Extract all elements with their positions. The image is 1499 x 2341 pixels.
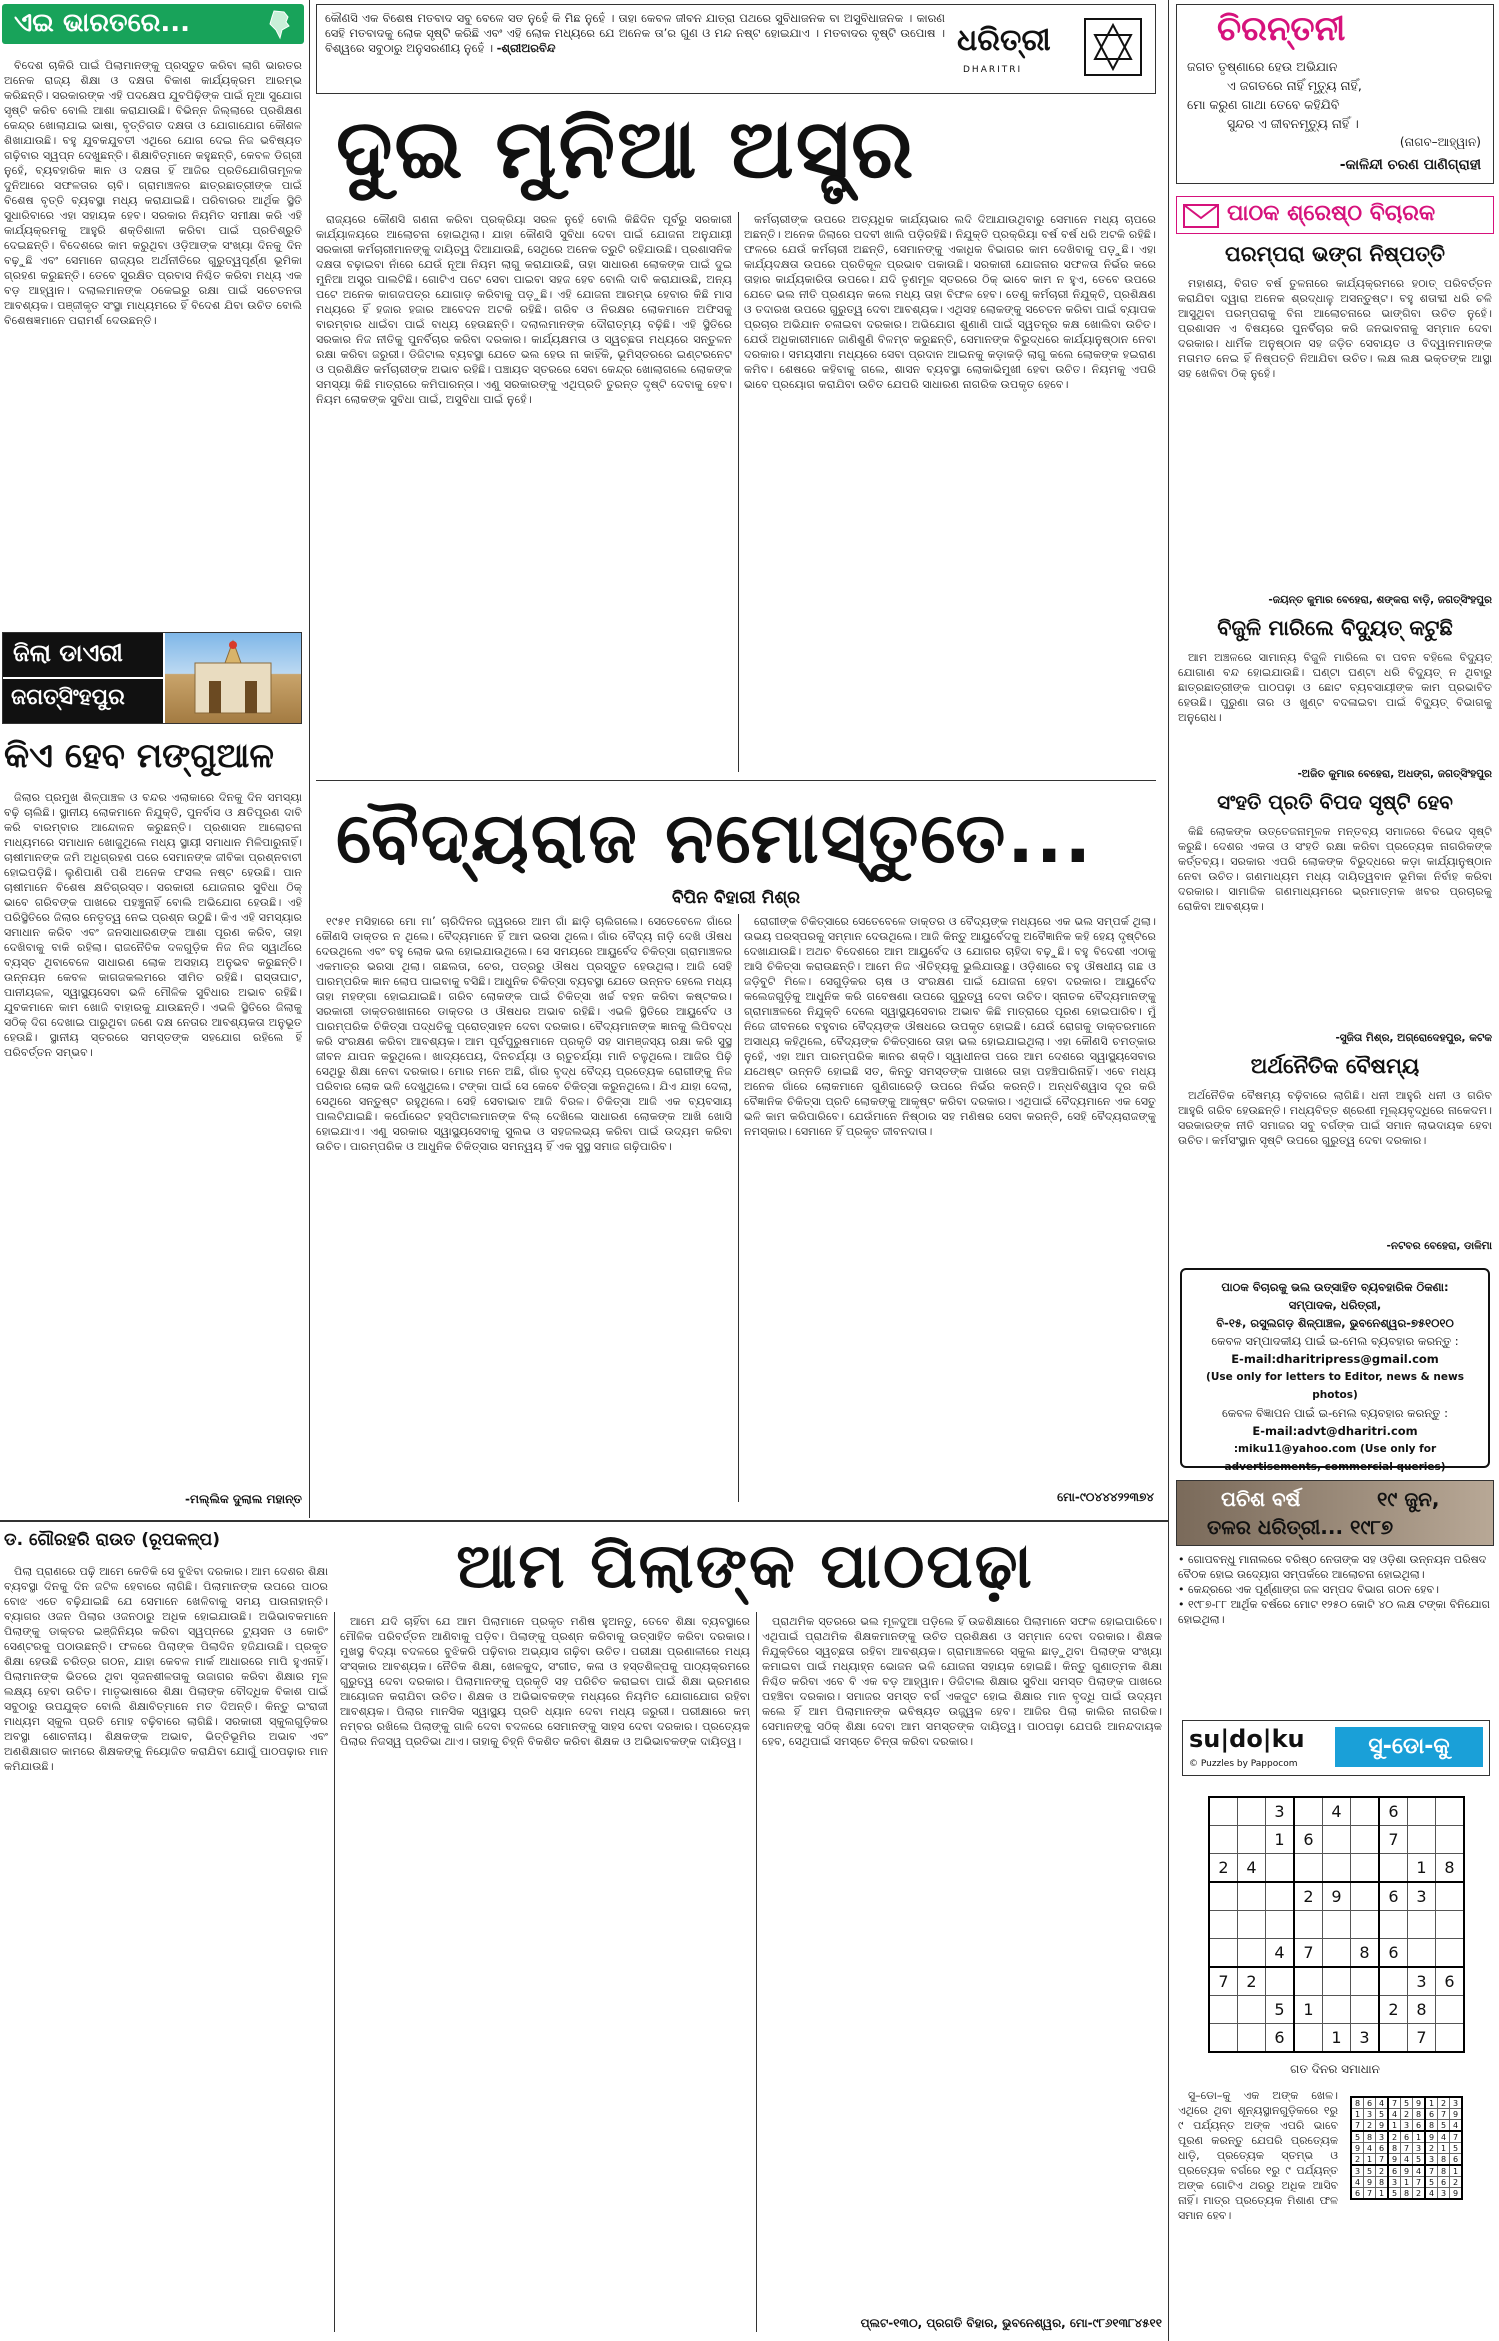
anniversary-items bbox=[1178, 1552, 1492, 1702]
masthead-quote bbox=[325, 11, 945, 87]
sudoku-cell[interactable] bbox=[1379, 1854, 1408, 1883]
editorial2-col1-text: ୧୯୫୧ ମସିହାରେ ମୋ ମା’ ଚାରିଦିନର ଜ୍ୱରରେ ଆମ ଗାଁ ଛାଡ଼ି ଚାଲିଗଲେ। ସେତେବେଳେ ଗାଁରେ କୌଣସି ଡାକ୍ତର ନ ଥିଲେ। ବୈଦ୍ୟମାନେ ହିଁ ଆମ ଭରସା ଥିଲେ। ଗାଁର ବୈଦ୍ୟ ନାଡ଼ି ଦେଖି ଔଷଧ ଦେଉଥିଲେ ଏବଂ ବହୁ ଲୋକ ଭଲ ହୋଇଯାଉଥିଲେ। ସେ ସମୟରେ ଆୟୁର୍ବେଦ ଚିକିତ୍ସା ଗ୍ରାମାଞ୍ଚଳର ଏକମାତ୍ର ଭରସା ଥିଲା। ଗଛଲତା, ଚେର, ପତ୍ରରୁ ଔଷଧ ପ୍ରସ୍ତୁତ ହେଉଥିଲା। ଆଜି ସେହି ପାରମ୍ପରିକ ଜ୍ଞାନ ଲୋପ ପାଇବାକୁ ବସିଛି। ଆଧୁନିକ ଚିକିତ୍ସା ବ୍ୟବସ୍ଥା ଯେତେ ଉନ୍ନତ ହେଲେ ମଧ୍ୟ ତାହା ମହଙ୍ଗା ହୋଇଯାଇଛି। ଗରିବ ଲୋକଙ୍କ ପାଇଁ ଚିକିତ୍ସା ଖର୍ଚ୍ଚ ବହନ କରିବା କଷ୍ଟକର। ସରକାରୀ ଡାକ୍ତରଖାନାରେ ଡାକ୍ତର ଓ ଔଷଧର ଅଭାବ ରହିଛି। ଏଭଳି ସ୍ଥିତିରେ ଆୟୁର୍ବେଦ ଓ ପାରମ୍ପରିକ ଚିକିତ୍ସା ପଦ୍ଧତିକୁ ପ୍ରୋତ୍ସାହନ ଦେବା ଦରକାର। ବୈଦ୍ୟମାନଙ୍କ ଜ୍ଞାନକୁ ଲିପିବଦ୍ଧ କରି ସଂରକ୍ଷଣ କରିବା ଆବଶ୍ୟକ। ଆମ ପୂର୍ବପୁରୁଷମାନେ ପ୍ରକୃତି ସହ ସାମଞ୍ଜସ୍ୟ ରକ୍ଷା କରି ସୁସ୍ଥ ଜୀବନ ଯାପନ କରୁଥିଲେ। ଖାଦ୍ୟପେୟ, ଦିନଚର୍ଯ୍ୟା ଓ ଋତୁଚର୍ଯ୍ୟା ମାନି ଚଳୁଥିଲେ। ଆଜିର ପିଢ଼ି ସେଥିରୁ ଶିକ୍ଷା ନେବା ଦରକାର। ମୋର ମନେ ଅଛି, ଗାଁର ବୃଦ୍ଧ ବୈଦ୍ୟ ପ୍ରତ୍ୟେକ ରୋଗୀଙ୍କୁ ନିଜ ପରିବାର ଲୋକ ଭଳି ଦେଖୁଥିଲେ। ଟଙ୍କା ପାଇଁ ସେ କେବେ ଚିକିତ୍ସା କରୁନଥିଲେ। ଯିଏ ଯାହା ଦେଲା, ସେଥିରେ ସନ୍ତୁଷ୍ଟ ରହୁଥିଲେ। ସେହି ସେବାଭାବ ଆଜି ବିରଳ। ଚିକିତ୍ସା ଆଜି ଏକ ବ୍ୟବସାୟ ପାଲଟିଯାଇଛି। କର୍ପୋରେଟ ହସ୍ପିଟାଲମାନଙ୍କ ବିଲ୍ ଦେଖିଲେ ସାଧାରଣ ଲୋକଙ୍କ ଆଖି ଖୋସି ହୋଇଯାଏ। ଏଣୁ ସରକାର ସ୍ୱାସ୍ଥ୍ୟସେବାକୁ ସୁଲଭ ଓ ସହଜଲଭ୍ୟ କରିବା ପାଇଁ ଉଦ୍ୟମ କରିବା ଉଚିତ। ପାରମ୍ପରିକ ଓ ଆଧୁନିକ ଚିକିତ୍ସାର ସମନ୍ୱୟ ହିଁ ଏକ ସୁସ୍ଥ ସମାଜ ଗଢ଼ିପାରିବ। bbox=[316, 915, 732, 1153]
editorial1-col1 bbox=[316, 212, 732, 772]
sudoku-cell: 6 bbox=[1379, 1882, 1408, 1911]
sudoku-cell: 7 bbox=[1209, 1967, 1238, 1996]
sudoku-cell[interactable] bbox=[1238, 1939, 1266, 1968]
sudoku-solution-cell: 2 bbox=[1413, 2188, 1426, 2200]
sudoku-cell: 2 bbox=[1209, 1854, 1238, 1883]
sudoku-row bbox=[1351, 2120, 1462, 2132]
editorial1-col2-text: କର୍ମଚାରୀଙ୍କ ଉପରେ ଅତ୍ୟଧିକ କାର୍ଯ୍ୟଭାର ଲଦି ଦିଆଯାଉଥିବାରୁ ସେମାନେ ମଧ୍ୟ ଚାପରେ ଅଛନ୍ତି। ଅନେକ ଜିଲାରେ ପଦବୀ ଖାଲି ପଡ଼ିରହିଛି। ନିଯୁକ୍ତି ପ୍ରକ୍ରିୟା ବର୍ଷ ବର୍ଷ ଧରି ଅଟକି ରହିଛି। ଫଳରେ ଯେଉଁ କର୍ମଚାରୀ ଅଛନ୍ତି, ସେମାନଙ୍କୁ ଏକାଧିକ ବିଭାଗର କାମ ଦେଖିବାକୁ ପଡ଼ୁଛି। ଏହା କାର୍ଯ୍ୟଦକ୍ଷତା ଉପରେ ପ୍ରତିକୂଳ ପ୍ରଭାବ ପକାଉଛି। ସରକାରୀ ଯୋଜନାର ସଫଳତା ନିର୍ଭର କରେ ତାହାର କାର୍ଯ୍ୟକାରିତା ଉପରେ। ଯଦି ତୃଣମୂଳ ସ୍ତରରେ ଠିକ୍ ଭାବେ କାମ ନ ହୁଏ, ତେବେ ଉପରେ ଯେତେ ଭଲ ନୀତି ପ୍ରଣୟନ କଲେ ମଧ୍ୟ ତାହା ବିଫଳ ହେବ। ତେଣୁ କର୍ମଚାରୀ ନିଯୁକ୍ତି, ପ୍ରଶିକ୍ଷଣ ଓ ତଦାରଖ ଉପରେ ଗୁରୁତ୍ୱ ଦେବା ଆବଶ୍ୟକ। ଏଥିସହ ଲୋକଙ୍କୁ ସଚେତନ କରିବା ପାଇଁ ବ୍ୟାପକ ପ୍ରଚାର ଅଭିଯାନ ଚଳାଇବା ଦରକାର। ଅଭିଯୋଗ ଶୁଣାଣି ପାଇଁ ସ୍ୱତନ୍ତ୍ର କକ୍ଷ ଖୋଲିବା ଉଚିତ। ଯେଉଁ ଅଧିକାରୀମାନେ ଜାଣିଶୁଣି ବିଳମ୍ବ କରୁଛନ୍ତି, ସେମାନଙ୍କ ବିରୁଦ୍ଧରେ କାର୍ଯ୍ୟାନୁଷ୍ଠାନ ନେବା ଦରକାର। ସମୟସୀମା ମଧ୍ୟରେ ସେବା ପ୍ରଦାନ ଆଇନକୁ କଡ଼ାକଡ଼ି ଲାଗୁ କଲେ ଲୋକଙ୍କ ହଇରାଣ କମିବ। ଶେଷରେ କହିବାକୁ ଗଲେ, ଶାସନ ବ୍ୟବସ୍ଥା ଲୋକାଭିମୁଖୀ ହେବା ଉଚିତ। ନିୟମକୁ ଏପରି ଭାବେ ପ୍ରୟୋଗ କରାଯିବା ଉଚିତ ଯେପରି ସାଧାରଣ ନାଗରିକ ଉପକୃତ ହେବେ। bbox=[744, 213, 1156, 391]
letter3-body-text: କିଛି ଲୋକଙ୍କ ଉତ୍ତେଜନାମୂଳକ ମନ୍ତବ୍ୟ ସମାଜରେ ବିଭେଦ ସୃଷ୍ଟି କରୁଛି। ଦେଶର ଏକତା ଓ ସଂହତି ରକ୍ଷା କରିବା ପ୍ରତ୍ୟେକ ନାଗରିକଙ୍କ କର୍ତ୍ତବ୍ୟ। ସରକାର ଏପରି ଲୋକଙ୍କ ବିରୁଦ୍ଧରେ କଡ଼ା କାର୍ଯ୍ୟାନୁଷ୍ଠାନ ନେବା ଉଚିତ। ଗଣମାଧ୍ୟମ ମଧ୍ୟ ଦାୟିତ୍ୱବାନ ଭୂମିକା ନିର୍ବାହ କରିବା ଦରକାର। ସାମାଜିକ ଗଣମାଧ୍ୟମରେ ଭ୍ରମାତ୍ମକ ଖବର ପ୍ରଚାରକୁ ରୋକିବା ଆବଶ୍ୟକ। bbox=[1178, 825, 1492, 913]
sudoku-solution-cell: 9 bbox=[1425, 2131, 1438, 2143]
sudoku-solution-cell: 5 bbox=[1413, 2154, 1426, 2166]
letter2-body bbox=[1178, 650, 1492, 766]
masthead-quote-author: -ଶ୍ରୀଅରବିନ୍ଦ bbox=[496, 41, 556, 55]
sudoku-cell[interactable] bbox=[1209, 1826, 1238, 1854]
bottom-col1 bbox=[4, 1564, 328, 2334]
sudoku-cell: 4 bbox=[1266, 1939, 1295, 1968]
sudoku-solution-cell: 6 bbox=[1413, 2120, 1426, 2132]
bottom-footer: ପ୍ଲଟ-୧୩୦, ପ୍ରଗତି ବିହାର, ଭୁବନେଶ୍ୱର, ମୋ-୯୮୬୧୩୮୪୫୧୧ bbox=[860, 2316, 1162, 2330]
sudoku-solution-cell: 3 bbox=[1376, 2131, 1389, 2143]
left-banner-title: ଏଇ ଭାରତରେ... bbox=[14, 8, 190, 38]
sudoku-solution-cell: 8 bbox=[1401, 2188, 1413, 2200]
sudoku-cell[interactable] bbox=[1351, 1911, 1380, 1939]
sudoku-row bbox=[1351, 2143, 1462, 2154]
sudoku-solution-cell: 9 bbox=[1413, 2097, 1426, 2109]
sudoku-solution-cell: 6 bbox=[1438, 2177, 1450, 2188]
sudoku-cell[interactable] bbox=[1408, 1797, 1436, 1826]
editorial2-footer: ମୋ-୯୦୪୪୪୨୨୩୭୪ bbox=[1057, 1490, 1154, 1504]
sudoku-solution-cell: 8 bbox=[1425, 2120, 1438, 2132]
sudoku-cell[interactable] bbox=[1323, 1911, 1351, 1939]
sudoku-solution-cell: 3 bbox=[1450, 2097, 1463, 2109]
sudoku-solution-cell: 8 bbox=[1376, 2177, 1389, 2188]
sudoku-cell[interactable] bbox=[1294, 1854, 1323, 1883]
diary-district: ଜଗତ୍‌ସିଂହପୁର bbox=[11, 685, 125, 710]
sudoku-solution-cell: 2 bbox=[1401, 2109, 1413, 2120]
sudoku-cell[interactable] bbox=[1351, 1826, 1380, 1854]
sudoku-cell[interactable] bbox=[1266, 1882, 1295, 1911]
sudoku-solution-cell: 4 bbox=[1364, 2143, 1376, 2154]
sudoku-cell[interactable] bbox=[1294, 1967, 1323, 1996]
sudoku-cell: 7 bbox=[1408, 2024, 1436, 2053]
sudoku-cell[interactable] bbox=[1323, 1854, 1351, 1883]
chirantani-source: (ନାଗବ–ଆହ୍ୱାନ) bbox=[1399, 135, 1481, 149]
sudoku-instructions-text: ସୁ–ଡୋ–କୁ ଏକ ଅଙ୍କ ଖେଳ। ଏଥିରେ ଥିବା ଶୂନ୍ୟସ୍ଥାନଗୁଡ଼ିକରେ ୧ରୁ ୯ ପର୍ଯ୍ୟନ୍ତ ଅଙ୍କ ଏପରି ଭାବେ ପୂରଣ କରନ୍ତୁ ଯେପରି ପ୍ରତ୍ୟେକ ଧାଡ଼ି, ପ୍ରତ୍ୟେକ ସ୍ତମ୍ଭ ଓ ପ୍ରତ୍ୟେକ ବର୍ଗରେ ୧ରୁ ୯ ପର୍ଯ୍ୟନ୍ତ ଅଙ୍କ ଗୋଟିଏ ଥରରୁ ଅଧିକ ଆସିବ ନାହିଁ। ମାତ୍ର ପ୍ରତ୍ୟେକ ମିଶାଣ ଫଳ ସମାନ ହେବ। bbox=[1178, 2089, 1338, 2222]
sudoku-solution-cell: 3 bbox=[1413, 2143, 1426, 2154]
sudoku-solution-cell: 7 bbox=[1401, 2143, 1413, 2154]
anniv-sub: ତଳର ଧରିତ୍ରୀ... ୧୯୮୭ bbox=[1207, 1515, 1394, 1539]
left-top-article-text: ବିଦେଶ ଚାକିରି ପାଇଁ ପିଲାମାନଙ୍କୁ ପ୍ରସ୍ତୁତ କରିବା ଲାଗି ଭାରତର ଅନେକ ରାଜ୍ୟ ଶିକ୍ଷା ଓ ଦକ୍ଷତା ବିକାଶ କାର୍ଯ୍ୟକ୍ରମ ଆରମ୍ଭ କରିଛନ୍ତି। ସରକାରଙ୍କ ଏହି ପଦକ୍ଷେପ ଯୁବପିଢ଼ିଙ୍କ ପାଇଁ ନୂଆ ସୁଯୋଗ ସୃଷ୍ଟି କରିବ ବୋଲି ଆଶା କରାଯାଉଛି। ବିଭିନ୍ନ ଜିଲ୍ଲାରେ ପ୍ରଶିକ୍ଷଣ କେନ୍ଦ୍ର ଖୋଲାଯାଇ ଭାଷା, ବୃତ୍ତିଗତ ଦକ୍ଷତା ଓ ଯୋଗାଯୋଗ କୌଶଳ ଶିଖାଯାଉଛି। ବହୁ ଯୁବକଯୁବତୀ ଏଥିରେ ଯୋଗ ଦେଇ ନିଜ ଭବିଷ୍ୟତ ଗଢ଼ିବାର ସ୍ୱପ୍ନ ଦେଖୁଛନ୍ତି। ଶିକ୍ଷାବିତ୍‌ମାନେ କହୁଛନ୍ତି, କେବଳ ଡିଗ୍ରୀ ନୁହେଁ, ବ୍ୟବହାରିକ ଜ୍ଞାନ ଓ ଦକ୍ଷତା ହିଁ ଆଜିର ପ୍ରତିଯୋଗିତାମୂଳକ ଦୁନିଆରେ ସଫଳତାର ଚାବି। ଗ୍ରାମାଞ୍ଚଳର ଛାତ୍ରଛାତ୍ରୀଙ୍କ ପାଇଁ ବିଶେଷ ବୃତ୍ତି ବ୍ୟବସ୍ଥା ମଧ୍ୟ କରାଯାଇଛି। ପରିବାରର ଆର୍ଥିକ ସ୍ଥିତି ସୁଧାରିବାରେ ଏହା ସହାୟକ ହେବ। ସରକାର ନିୟମିତ ସମୀକ୍ଷା କରି ଏହି କାର୍ଯ୍ୟକ୍ରମକୁ ଆହୁରି ଶକ୍ତିଶାଳୀ କରିବା ପାଇଁ ପ୍ରତିଶ୍ରୁତି ଦେଇଛନ୍ତି। ବିଦେଶରେ କାମ କରୁଥିବା ଓଡ଼ିଆଙ୍କ ସଂଖ୍ୟା ଦିନକୁ ଦିନ ବଢ଼ୁଛି ଏବଂ ସେମାନେ ରାଜ୍ୟର ଅର୍ଥନୀତିରେ ଗୁରୁତ୍ୱପୂର୍ଣ୍ଣ ଭୂମିକା ଗ୍ରହଣ କରୁଛନ୍ତି। ତେବେ ସୁରକ୍ଷିତ ପ୍ରବାସ ନିଶ୍ଚିତ କରିବା ମଧ୍ୟ ଏକ ବଡ଼ ଆହ୍ୱାନ। ଦଲାଲମାନଙ୍କ ଠକେଇରୁ ରକ୍ଷା ପାଇଁ ସଚେତନତା ଆବଶ୍ୟକ। ପଞ୍ଜୀକୃତ ସଂସ୍ଥା ମାଧ୍ୟମରେ ହିଁ ବିଦେଶ ଯିବା ଉଚିତ ବୋଲି ବିଶେଷଜ୍ଞମାନେ ପରାମର୍ଶ ଦେଉଛନ୍ତି। bbox=[4, 59, 302, 327]
sudoku-cell[interactable] bbox=[1351, 1996, 1380, 2024]
sudoku-row bbox=[1351, 2109, 1462, 2120]
sudoku-solution-cell: 5 bbox=[1425, 2177, 1438, 2188]
sudoku-cell[interactable] bbox=[1323, 1939, 1351, 1968]
anniv-date: ୧୯ ଜୁନ, bbox=[1377, 1487, 1440, 1511]
sudoku-brand bbox=[1182, 1720, 1490, 1776]
sudoku-solution-cell: 5 bbox=[1388, 2188, 1401, 2200]
sudoku-solution-cell: 6 bbox=[1450, 2154, 1463, 2166]
sudoku-cell[interactable] bbox=[1238, 1882, 1266, 1911]
chirantani-title: ଚିରନ୍ତନୀ bbox=[1217, 9, 1346, 49]
contact-box bbox=[1180, 1268, 1490, 1473]
editorial2-col2 bbox=[744, 914, 1156, 1490]
sudoku-solution-cell: 4 bbox=[1388, 2109, 1401, 2120]
sudoku-prev-label: ଗତ ଦିନର ସମାଧାନ bbox=[1290, 2062, 1380, 2076]
sudoku-cell[interactable] bbox=[1379, 2024, 1408, 2053]
diary-headline-text: କିଏ ହେବ ମଙ୍ଗୁଆଳ bbox=[4, 736, 274, 776]
sudoku-solution-cell: 8 bbox=[1438, 2165, 1450, 2177]
sudoku-cell: 7 bbox=[1294, 1939, 1323, 1968]
sudoku-cell[interactable] bbox=[1238, 1911, 1266, 1939]
masthead-box bbox=[316, 4, 1156, 94]
sudoku-cell[interactable] bbox=[1379, 1911, 1408, 1939]
sudoku-cell[interactable] bbox=[1436, 1826, 1465, 1854]
sudoku-cell: 9 bbox=[1323, 1882, 1351, 1911]
masthead-quote-text: କୌଣସି ଏକ ବିଶେଷ ମତବାଦ ସବୁ ବେଳେ ସତ ନୁହେଁ କି ମିଛ ନୁହେଁ । ତାହା କେବଳ ଜୀବନ ଯାତ୍ରା ପଥରେ ସୁବିଧାଜନକ ବା ଅସୁବିଧାଜନକ । କାରଣ ସେହି ମତବାଦକୁ ଲୋକ ସୃଷ୍ଟି କରିଛି ଏବଂ ଏହି ଲୋକ ମଧ୍ୟରେ ଯେ ଅନେକ ତା’ର ଗୁଣ ଓ ମନ୍ଦ ନଷ୍ଟ ହୋଇଯାଏ । ମତବାଦର ବୃଷ୍ଟି ଉପୋଷ । ବିଶ୍ୱରେ ସବୁଠାରୁ ଅନୁସରଣୀୟ ନୁହେଁ । bbox=[325, 11, 945, 55]
letter1-body bbox=[1178, 276, 1492, 592]
editorial1-col-divider bbox=[738, 212, 739, 772]
sudoku-solution-cell: 8 bbox=[1388, 2143, 1401, 2154]
sudoku-solution-cell: 1 bbox=[1438, 2143, 1450, 2154]
letter1-sign: -ଜୟନ୍ତ କୁମାର ବେହେରା, ଶଙ୍କରା ବାଡ଼ି, ଜଗତ୍‌ସିଂହପୁର bbox=[1268, 594, 1492, 606]
sudoku-cell: 8 bbox=[1351, 1939, 1380, 1968]
sudoku-solution-cell: 6 bbox=[1376, 2143, 1389, 2154]
letter1-body-text: ମହାଶୟ, ବିଗତ ବର୍ଷ ତୁଳନାରେ କାର୍ଯ୍ୟକ୍ରମରେ ହଠାତ୍ ପରିବର୍ତ୍ତନ କରାଯିବା ଦ୍ୱାରା ଅନେକ ଶ୍ରଦ୍ଧାଳୁ ଅସନ୍ତୁଷ୍ଟ। ବହୁ ଶତାବ୍ଦୀ ଧରି ଚଳି ଆସୁଥିବା ପରମ୍ପରାକୁ ବିନା ଆଲୋଚନାରେ ଭାଙ୍ଗିବା ଉଚିତ ନୁହେଁ। ପ୍ରଶାସନ ଏ ବିଷୟରେ ପୁନର୍ବିଚାର କରି ଜନଭାବନାକୁ ସମ୍ମାନ ଦେବା ଦରକାର। ଧାର୍ମିକ ଅନୁଷ୍ଠାନ ସହ ଜଡ଼ିତ ସେବାୟତ ଓ ବିଦ୍ୱାନମାନଙ୍କ ମତାମତ ନେଇ ହିଁ ନିଷ୍ପତ୍ତି ନିଆଯିବା ଉଚିତ। ଲକ୍ଷ ଲକ୍ଷ ଭକ୍ତଙ୍କ ଆସ୍ଥା ସହ ଖେଳିବା ଠିକ୍ ନୁହେଁ। bbox=[1178, 277, 1492, 380]
sudoku-solution-cell: 5 bbox=[1401, 2097, 1413, 2109]
sudoku-solution-cell: 2 bbox=[1351, 2154, 1364, 2166]
letter2-title: ବିଜୁଳି ମାରିଲେ ବିଦ୍ୟୁତ୍ କଟୁଛି bbox=[1217, 616, 1453, 640]
contact-line: କେବଳ ବିଜ୍ଞାପନ ପାଇଁ ଇ-ମେଲ ବ୍ୟବହାର କରନ୍ତୁ : bbox=[1221, 1406, 1448, 1420]
diary-district-bar bbox=[3, 679, 163, 723]
diary-article-text: ଜିଲାର ପ୍ରମୁଖ ଶିଳ୍ପାଞ୍ଚଳ ଓ ବନ୍ଦର ଏଲାକାରେ ଦିନକୁ ଦିନ ସମସ୍ୟା ବଢ଼ି ଚାଲିଛି। ସ୍ଥାନୀୟ ଲୋକମାନେ ନିଯୁକ୍ତି, ପୁନର୍ବାସ ଓ କ୍ଷତିପୂରଣ ଦାବି କରି ବାରମ୍ବାର ଆନ୍ଦୋଳନ କରୁଛନ୍ତି। ପ୍ରଶାସନ ଆଲୋଚନା ମାଧ୍ୟମରେ ସମାଧାନ ଖୋଜୁଥିଲେ ମଧ୍ୟ ସ୍ଥାୟୀ ସମାଧାନ ମିଳିପାରୁନାହିଁ। ଚାଷୀମାନଙ୍କ ଜମି ଅଧିଗ୍ରହଣ ପରେ ସେମାନଙ୍କ ଜୀବିକା ପ୍ରଶ୍ନବାଚୀ ହୋଇପଡ଼ିଛି। ଲୁଣିପାଣି ପଶି ଅନେକ ଫସଲ ନଷ୍ଟ ହେଉଛି। ପାନ ଚାଷୀମାନେ ବିଶେଷ କ୍ଷତିଗ୍ରସ୍ତ। ସରକାରୀ ଯୋଜନାର ସୁବିଧା ଠିକ୍ ଭାବେ ଗରିବଙ୍କ ପାଖରେ ପହଞ୍ଚୁନାହିଁ ବୋଲି ଅଭିଯୋଗ ହେଉଛି। ଏହି ପରିସ୍ଥିତିରେ ଜିଲାର ନେତୃତ୍ୱ ନେଇ ପ୍ରଶ୍ନ ଉଠୁଛି। କିଏ ଏହି ସମସ୍ୟାର ସମାଧାନ କରିବ ଏବଂ ଜନସାଧାରଣଙ୍କ ଆଶା ପୂରଣ କରିବ, ତାହା ଦେଖିବାକୁ ବାକି ରହିଲା। ରାଜନୈତିକ ଦଳଗୁଡ଼ିକ ନିଜ ନିଜ ସ୍ୱାର୍ଥରେ ବ୍ୟସ୍ତ ଥିବାବେଳେ ସାଧାରଣ ଲୋକ ଅସହାୟ ଅନୁଭବ କରୁଛନ୍ତି। ଉନ୍ନୟନ କେବଳ କାଗଜକଲମରେ ସୀମିତ ରହିଛି। ରାସ୍ତାଘାଟ, ପାନୀୟଜଳ, ସ୍ୱାସ୍ଥ୍ୟସେବା ଭଳି ମୌଳିକ ସୁବିଧାର ଅଭାବ ରହିଛି। ଯୁବକମାନେ କାମ ଖୋଜି ବାହାରକୁ ଯାଉଛନ୍ତି। ଏଭଳି ସ୍ଥିତିରେ ଜିଲାକୁ ସଠିକ୍ ଦିଗ ଦେଖାଇ ପାରୁଥିବା ଜଣେ ଦକ୍ଷ ନେତାର ଆବଶ୍ୟକତା ଅନୁଭୂତ ହେଉଛି। ସ୍ଥାନୀୟ ସ୍ତରରେ ସମସ୍ତଙ୍କ ସହଯୋଗ ରହିଲେ ହିଁ ପରିବର୍ତ୍ତନ ସମ୍ଭବ। bbox=[4, 791, 302, 1059]
sudoku-solution-cell: 7 bbox=[1364, 2188, 1376, 2200]
bottom-author-tag: ଡ. ଗୌରହରି ରାଉତ (ରୂପକଳ୍ପ) bbox=[4, 1530, 220, 1550]
left-top-article bbox=[4, 58, 302, 622]
editorial2-headline: ବୈଦ୍ୟରାଜ ନମୋସ୍ତୁତେ... bbox=[336, 797, 1094, 879]
anniv-item: • ଗୋପବନ୍ଧୁ ମାନାଲରେ ବରିଷ୍ଠ ନେତାଙ୍କ ସହ ଓଡ଼ିଶା ଉନ୍ନୟନ ପରିଷଦ ବୈଠକ ହୋଇ ଉଦ୍ୟୋଗ ସମ୍ପର୍କରେ ଆଲୋଚନା ହୋଇଥିଲା। bbox=[1178, 1553, 1487, 1581]
sudoku-cell: 6 bbox=[1379, 1939, 1408, 1968]
sudoku-cell[interactable] bbox=[1323, 1826, 1351, 1854]
sudoku-cell[interactable] bbox=[1408, 1939, 1436, 1968]
letter4-body-text: ଅର୍ଥନୈତିକ ବୈଷମ୍ୟ ବଢ଼ିବାରେ ଲାଗିଛି। ଧନୀ ଆହୁରି ଧନୀ ଓ ଗରିବ ଆହୁରି ଗରିବ ହେଉଛନ୍ତି। ମଧ୍ୟବିତ୍ତ ଶ୍ରେଣୀ ମୂଲ୍ୟବୃଦ୍ଧିରେ ନାକେଦମ। ସରକାରଙ୍କ ନୀତି ସମାଜର ସବୁ ବର୍ଗଙ୍କ ପାଇଁ ସମାନ ଲାଭଦାୟକ ହେବା ଉଚିତ। କର୍ମସଂସ୍ଥାନ ସୃଷ୍ଟି ଉପରେ ଗୁରୁତ୍ୱ ଦେବା ଦରକାର। bbox=[1178, 1089, 1492, 1147]
sudoku-row bbox=[1351, 2154, 1462, 2166]
sudoku-solution-cell: 2 bbox=[1388, 2131, 1401, 2143]
sudoku-solution-cell: 4 bbox=[1351, 2177, 1364, 2188]
sudoku-cell: 2 bbox=[1294, 1882, 1323, 1911]
sudoku-cell[interactable] bbox=[1408, 1911, 1436, 1939]
sudoku-cell: 2 bbox=[1238, 1967, 1266, 1996]
sudoku-cell: 3 bbox=[1351, 2024, 1380, 2053]
letter4-title: ଅର୍ଥନୈତିକ ବୈଷମ୍ୟ bbox=[1250, 1054, 1420, 1078]
sudoku-cell: 3 bbox=[1408, 1967, 1436, 1996]
contact-line: ବି-୧୫, ରସୁଲଗଡ଼ ଶିଳ୍ପାଞ୍ଚଳ, ଭୁବନେଶ୍ୱର-୭୫୧୦୧୦ bbox=[1216, 1316, 1454, 1330]
sudoku-cell[interactable] bbox=[1209, 1996, 1238, 2024]
sudoku-solution-cell: 1 bbox=[1388, 2120, 1401, 2132]
sudoku-cell[interactable] bbox=[1209, 1797, 1238, 1826]
sudoku-cell[interactable] bbox=[1408, 1826, 1436, 1854]
sudoku-cell[interactable] bbox=[1436, 1882, 1465, 1911]
temple-photo bbox=[165, 633, 301, 723]
sudoku-row bbox=[1209, 1996, 1464, 2024]
sudoku-cell[interactable] bbox=[1351, 1854, 1380, 1883]
sudoku-cell[interactable] bbox=[1436, 1939, 1465, 1968]
sudoku-brand-odia: ସୁ-ଡୋ-କୁ bbox=[1335, 1727, 1483, 1767]
sudoku-cell: 5 bbox=[1266, 1996, 1295, 2024]
sudoku-solution-cell: 4 bbox=[1438, 2131, 1450, 2143]
sudoku-solution-cell: 6 bbox=[1388, 2165, 1401, 2177]
letter3-title: ସଂହତି ପ୍ରତି ବିପଦ ସୃଷ୍ଟି ହେବ bbox=[1217, 790, 1453, 814]
india-map-icon bbox=[264, 8, 296, 40]
sudoku-solution-cell: 7 bbox=[1438, 2109, 1450, 2120]
sudoku-solution-cell: 3 bbox=[1364, 2109, 1376, 2120]
sudoku-cell[interactable] bbox=[1379, 1967, 1408, 1996]
sudoku-solution-cell: 4 bbox=[1376, 2097, 1389, 2109]
sudoku-solution-cell: 7 bbox=[1376, 2154, 1389, 2166]
sudoku-cell: 3 bbox=[1408, 1882, 1436, 1911]
sudoku-solution-cell: 4 bbox=[1450, 2120, 1463, 2132]
chirantani-box bbox=[1176, 4, 1494, 184]
sudoku-cell: 1 bbox=[1408, 1854, 1436, 1883]
sudoku-solution-cell: 3 bbox=[1351, 2165, 1364, 2177]
chirantani-author: -କାଳିନ୍ଦୀ ଚରଣ ପାଣିଗ୍ରାହୀ bbox=[1339, 157, 1481, 173]
sudoku-row bbox=[1351, 2097, 1462, 2109]
sudoku-solution-cell: 3 bbox=[1388, 2177, 1401, 2188]
sudoku-cell[interactable] bbox=[1436, 1911, 1465, 1939]
sudoku-cell[interactable] bbox=[1436, 1797, 1465, 1826]
sudoku-cell[interactable] bbox=[1238, 1996, 1266, 2024]
left-banner bbox=[2, 4, 304, 44]
bottom-col3 bbox=[762, 1614, 1162, 2314]
anniv-item: • ୧୯୮୭-୮୮ ଆର୍ଥିକ ବର୍ଷରେ ମୋଟ ୧୨୫୦ କୋଟି ୪୦ ଲକ୍ଷ ଟଙ୍କା ବିନିଯୋଗ ହୋଇଥିଲା। bbox=[1178, 1598, 1491, 1626]
contact-line: (Use only for letters to Editor, news & news photos) bbox=[1206, 1371, 1464, 1401]
sudoku-cell[interactable] bbox=[1351, 1882, 1380, 1911]
sudoku-solution-cell: 3 bbox=[1438, 2188, 1450, 2200]
logo-sub: DHARITRI bbox=[963, 65, 1023, 75]
logo-text: ଧରିତ୍ରୀ bbox=[957, 23, 1051, 58]
sudoku-solution-cell: 6 bbox=[1351, 2188, 1364, 2200]
sudoku-solution-cell: 2 bbox=[1376, 2165, 1389, 2177]
sudoku-row bbox=[1209, 1939, 1464, 1968]
sudoku-row bbox=[1209, 2024, 1464, 2053]
sudoku-solution-cell: 9 bbox=[1388, 2154, 1401, 2166]
sudoku-row bbox=[1351, 2131, 1462, 2143]
editorial1-headline: ଦୁଇ ମୁନିଆ ଅସ୍ତ୍ର bbox=[336, 102, 916, 197]
letter3-body bbox=[1178, 824, 1492, 1030]
sudoku-cell: 8 bbox=[1436, 1854, 1465, 1883]
sudoku-cell: 3 bbox=[1266, 1797, 1295, 1826]
letter4-body bbox=[1178, 1088, 1492, 1238]
sudoku-row bbox=[1351, 2188, 1462, 2200]
bottom-col2-text: ଆମେ ଯଦି ଚାହିଁବା ଯେ ଆମ ପିଲାମାନେ ପ୍ରକୃତ ମଣିଷ ହୁଅନ୍ତୁ, ତେବେ ଶିକ୍ଷା ବ୍ୟବସ୍ଥାରେ ମୌଳିକ ପରିବର୍ତ୍ତନ ଆଣିବାକୁ ପଡ଼ିବ। ପିଲାଙ୍କୁ ପ୍ରଶ୍ନ କରିବାକୁ ଉତ୍ସାହିତ କରିବା ଦରକାର। ମୁଖସ୍ଥ ବିଦ୍ୟା ବଦଳରେ ବୁଝିକରି ପଢ଼ିବାର ଅଭ୍ୟାସ ଗଢ଼ିବା ଉଚିତ। ପରୀକ୍ଷା ପ୍ରଣାଳୀରେ ମଧ୍ୟ ସଂସ୍କାର ଆବଶ୍ୟକ। ନୈତିକ ଶିକ୍ଷା, ଖେଳକୁଦ, ସଂଗୀତ, କଳା ଓ ହସ୍ତଶିଳ୍ପକୁ ପାଠ୍ୟକ୍ରମରେ ଗୁରୁତ୍ୱ ଦେବା ଦରକାର। ପିଲାମାନଙ୍କୁ ପ୍ରକୃତି ସହ ପରିଚିତ କରାଇବା ପାଇଁ ଶିକ୍ଷା ଭ୍ରମଣର ଆୟୋଜନ କରାଯିବା ଉଚିତ। ଶିକ୍ଷକ ଓ ଅଭିଭାବକଙ୍କ ମଧ୍ୟରେ ନିୟମିତ ଯୋଗାଯୋଗ ରହିବା ଆବଶ୍ୟକ। ପିଲାର ମାନସିକ ସ୍ୱାସ୍ଥ୍ୟ ପ୍ରତି ଧ୍ୟାନ ଦେବା ମଧ୍ୟ ଜରୁରୀ। ପରୀକ୍ଷାରେ କମ୍ ନମ୍ବର ରଖିଲେ ପିଲାଙ୍କୁ ଗାଳି ଦେବା ବଦଳରେ ସେମାନଙ୍କୁ ସାହସ ଦେବା ଦରକାର। ପ୍ରତ୍ୟେକ ପିଲାର ନିଜସ୍ୱ ପ୍ରତିଭା ଥାଏ। ତାହାକୁ ଚିହ୍ନି ବିକଶିତ କରିବା ଶିକ୍ଷକ ଓ ଅଭିଭାବକଙ୍କ ଦାୟିତ୍ୱ। bbox=[340, 1615, 750, 1748]
poem-line: ସୁନ୍ଦର ଏ ଜୀବନମୃତ୍ୟୁ ନାହିଁ । bbox=[1227, 116, 1359, 131]
sudoku-cell[interactable] bbox=[1238, 2024, 1266, 2053]
sudoku-cell[interactable] bbox=[1351, 1967, 1380, 1996]
sudoku-solution-cell: 7 bbox=[1388, 2097, 1401, 2109]
sudoku-solution-cell: 5 bbox=[1438, 2120, 1450, 2132]
letter2-body-text: ଆମ ଅଞ୍ଚଳରେ ସାମାନ୍ୟ ବିଜୁଳି ମାରିଲେ ବା ପବନ ବହିଲେ ବିଦ୍ୟୁତ୍ ଯୋଗାଣ ବନ୍ଦ ହୋଇଯାଉଛି। ଘଣ୍ଟା ଘଣ୍ଟା ଧରି ବିଦ୍ୟୁତ୍ ନ ଥିବାରୁ ଛାତ୍ରଛାତ୍ରୀଙ୍କ ପାଠପଢ଼ା ଓ ଛୋଟ ବ୍ୟବସାୟୀଙ୍କ କାମ ପ୍ରଭାବିତ ହେଉଛି। ପୁରୁଣା ତାର ଓ ଖୁଣ୍ଟ ବଦଳାଇବା ପାଇଁ ବିଦ୍ୟୁତ୍ ବିଭାଗକୁ ଅନୁରୋଧ। bbox=[1178, 651, 1492, 724]
dharitri-logo bbox=[957, 11, 1147, 87]
contact-line: advertisements, commercial queries) bbox=[1224, 1461, 1446, 1473]
editorial2-author: ବିପିନ ବିହାରୀ ମିଶ୍ର bbox=[671, 888, 801, 908]
reader-banner bbox=[1176, 196, 1494, 234]
letter1-title: ପରମ୍ପରା ଭଙ୍ଗ ନିଷ୍ପତ୍ତି bbox=[1224, 242, 1446, 266]
sudoku-solution-cell: 9 bbox=[1450, 2188, 1463, 2200]
contact-line: ସମ୍ପାଦକ, ଧରିତ୍ରୀ, bbox=[1288, 1298, 1382, 1312]
bottom-divider-2 bbox=[756, 1612, 757, 2332]
sudoku-cell: 2 bbox=[1379, 1996, 1408, 2024]
sudoku-row bbox=[1351, 2177, 1462, 2188]
editorial2-col2-text: ରୋଗୀଙ୍କ ଚିକିତ୍ସାରେ ସେତେବେଳେ ଡାକ୍ତର ଓ ବୈଦ୍ୟଙ୍କ ମଧ୍ୟରେ ଏକ ଭଲ ସମ୍ପର୍କ ଥିଲା। ଉଭୟ ପରସ୍ପରକୁ ସମ୍ମାନ ଦେଉଥିଲେ। ଆଜି କିନ୍ତୁ ଆୟୁର୍ବେଦକୁ ଅବୈଜ୍ଞାନିକ କହି ହେୟ ଦୃଷ୍ଟିରେ ଦେଖାଯାଉଛି। ଅଥଚ ବିଦେଶରେ ଆମ ଆୟୁର୍ବେଦ ଓ ଯୋଗର ଚାହିଦା ବଢ଼ୁଛି। ବହୁ ବିଦେଶୀ ଏଠାକୁ ଆସି ଚିକିତ୍ସା କରାଉଛନ୍ତି। ଆମେ ନିଜ ଐତିହ୍ୟକୁ ଭୁଲିଯାଉଛୁ। ଓଡ଼ିଶାରେ ବହୁ ଔଷଧୀୟ ଗଛ ଓ ଜଡ଼ିବୁଟି ମିଳେ। ସେଗୁଡ଼ିକର ଚାଷ ଓ ସଂରକ୍ଷଣ ପାଇଁ ଯୋଜନା ହେବା ଦରକାର। ଆୟୁର୍ବେଦ କଲେଜଗୁଡ଼ିକୁ ଆଧୁନିକ କରି ଗବେଷଣା ଉପରେ ଗୁରୁତ୍ୱ ଦେବା ଉଚିତ। ସ୍ନାତକ ବୈଦ୍ୟମାନଙ୍କୁ ଗ୍ରାମାଞ୍ଚଳରେ ନିଯୁକ୍ତି ଦେଲେ ସ୍ୱାସ୍ଥ୍ୟସେବାର ଅଭାବ କିଛି ମାତ୍ରାରେ ପୂରଣ ହୋଇପାରିବ। ମୁଁ ନିଜେ ଜୀବନରେ ବହୁବାର ବୈଦ୍ୟଙ୍କ ଔଷଧରେ ଉପକୃତ ହୋଇଛି। ଯେଉଁ ରୋଗକୁ ଡାକ୍ତରମାନେ ଅସାଧ୍ୟ କହିଥିଲେ, ବୈଦ୍ୟଙ୍କ ଚିକିତ୍ସାରେ ତାହା ଭଲ ହୋଇଯାଇଥିଲା। ଏହା କୌଣସି ଚମତ୍କାର ନୁହେଁ, ଏହା ଆମ ପାରମ୍ପରିକ ଜ୍ଞାନର ଶକ୍ତି। ସ୍ୱାଧୀନତା ପରେ ଆମ ଦେଶରେ ସ୍ୱାସ୍ଥ୍ୟସେବାର ଯଥେଷ୍ଟ ଉନ୍ନତି ହୋଇଛି ସତ, କିନ୍ତୁ ସମସ୍ତଙ୍କ ପାଖରେ ତାହା ପହଞ୍ଚିପାରିନାହିଁ। ଏବେ ମଧ୍ୟ ଅନେକ ଗାଁରେ ଲୋକମାନେ ଗୁଣିଗାରେଡ଼ି ଉପରେ ନିର୍ଭର କରନ୍ତି। ଅନ୍ଧବିଶ୍ୱାସ ଦୂର କରି ବୈଜ୍ଞାନିକ ଚିକିତ୍ସା ପ୍ରତି ଲୋକଙ୍କୁ ଆକୃଷ୍ଟ କରିବା ଦରକାର। ଏଥିପାଇଁ ବୈଦ୍ୟମାନେ ଏକ ସେତୁ ଭଳି କାମ କରିପାରିବେ। ଯେଉଁମାନେ ନିଷ୍ଠାର ସହ ମଣିଷର ସେବା କରନ୍ତି, ସେହି ବୈଦ୍ୟରାଜଙ୍କୁ ନମସ୍କାର। ସେମାନେ ହିଁ ପ୍ରକୃତ ଜୀବନଦାତା। bbox=[744, 915, 1156, 1138]
sudoku-solution-cell: 1 bbox=[1413, 2131, 1426, 2143]
sudoku-solution-cell: 5 bbox=[1364, 2165, 1376, 2177]
bottom-section-rule bbox=[0, 1520, 1168, 1522]
sudoku-grid bbox=[1208, 1796, 1465, 2053]
editorial2-col1 bbox=[316, 914, 732, 1502]
sudoku-solution-cell: 9 bbox=[1364, 2177, 1376, 2188]
sudoku-cell[interactable] bbox=[1436, 2024, 1465, 2053]
sudoku-brand-en: su|do|ku bbox=[1189, 1725, 1305, 1753]
bottom-divider-1 bbox=[334, 1612, 335, 2332]
bottom-col1-text: ପିଲା ପ୍ରାଣରେ ପଢ଼ି ଆମେ କେତିକି ସେ ବୁଝିବା ଦରକାର। ଆମ ଦେଶର ଶିକ୍ଷା ବ୍ୟବସ୍ଥା ଦିନକୁ ଦିନ ଜଟିଳ ହେବାରେ ଲାଗିଛି। ପିଲାମାନଙ୍କ ଉପରେ ପାଠର ବୋଝ ଏତେ ବଢ଼ିଯାଇଛି ଯେ ସେମାନେ ଖେଳିବାକୁ ସମୟ ପାଉନାହାନ୍ତି। ବ୍ୟାଗର ଓଜନ ପିଲାର ଓଜନଠାରୁ ଅଧିକ ହୋଇଯାଉଛି। ଅଭିଭାବକମାନେ ପିଲାଙ୍କୁ ଡାକ୍ତର ଇଞ୍ଜିନିୟର କରିବା ସ୍ୱପ୍ନରେ ଟ୍ୟୁସନ ଓ କୋଚିଂ ସେଣ୍ଟରକୁ ପଠାଉଛନ୍ତି। ଫଳରେ ପିଲାଙ୍କ ପିଲାଦିନ ହଜିଯାଉଛି। ପ୍ରକୃତ ଶିକ୍ଷା ହେଉଛି ଚରିତ୍ର ଗଠନ, ଯାହା କେବଳ ମାର୍କ ଆଧାରରେ ମାପି ହୁଏନାହିଁ। ପିଲାମାନଙ୍କ ଭିତରେ ଥିବା ସୃଜନଶୀଳତାକୁ ଉଜାଗର କରିବା ଶିକ୍ଷାର ମୂଳ ଲକ୍ଷ୍ୟ ହେବା ଉଚିତ। ମାତୃଭାଷାରେ ଶିକ୍ଷା ପିଲାଙ୍କ ବୌଦ୍ଧିକ ବିକାଶ ପାଇଁ ସବୁଠାରୁ ଉପଯୁକ୍ତ ବୋଲି ଶିକ୍ଷାବିତ୍‌ମାନେ ମତ ଦିଅନ୍ତି। କିନ୍ତୁ ଇଂରାଜୀ ମାଧ୍ୟମ ସ୍କୁଲ ପ୍ରତି ମୋହ ବଢ଼ିବାରେ ଲାଗିଛି। ସରକାରୀ ସ୍କୁଲଗୁଡ଼ିକର ଅବସ୍ଥା ଶୋଚନୀୟ। ଶିକ୍ଷକଙ୍କ ଅଭାବ, ଭିତ୍ତିଭୂମିର ଅଭାବ ଏବଂ ଅଣଶିକ୍ଷାଗତ କାମରେ ଶିକ୍ଷକଙ୍କୁ ନିୟୋଜିତ କରାଯିବା ଯୋଗୁଁ ପାଠପଢ଼ାର ମାନ କମିଯାଉଛି। bbox=[4, 1565, 328, 1773]
diary-title: ଜିଲା ଡାଏରୀ bbox=[13, 639, 123, 667]
sudoku-cell: 1 bbox=[1294, 1996, 1323, 2024]
sudoku-cell: 6 bbox=[1436, 1967, 1465, 1996]
sudoku-solution-cell: 6 bbox=[1364, 2097, 1376, 2109]
sudoku-solution-cell: 7 bbox=[1450, 2131, 1463, 2143]
bottom-headline: ଆମ ପିଲାଙ୍କ ପାଠପଢ଼ା bbox=[456, 1529, 1034, 1602]
reader-banner-text: ପାଠକ ଶ୍ରେଷ୍ଠ ବିଚାରକ bbox=[1227, 201, 1436, 226]
sudoku-row bbox=[1209, 1967, 1464, 1996]
letter4-sign: -ନଟବର ବେହେରା, ଡାଳିମା bbox=[1386, 1240, 1492, 1252]
sudoku-instructions bbox=[1178, 2088, 1338, 2333]
sudoku-solution-cell: 6 bbox=[1425, 2109, 1438, 2120]
sudoku-solution-cell: 4 bbox=[1425, 2188, 1438, 2200]
sudoku-cell[interactable] bbox=[1436, 1996, 1465, 2024]
sudoku-cell[interactable] bbox=[1238, 1797, 1266, 1826]
letter3-sign: -ସୁଜିତା ମିଶ୍ର, ଅଗ୍ରୋଦେହପୁର, କଟକ bbox=[1335, 1032, 1492, 1044]
sudoku-solution-cell: 5 bbox=[1376, 2109, 1389, 2120]
editorial1-col2 bbox=[744, 212, 1156, 772]
sudoku-solution-cell: 8 bbox=[1351, 2097, 1364, 2109]
sudoku-cell[interactable] bbox=[1209, 1882, 1238, 1911]
editorial1-col1-text: ରାଜ୍ୟରେ କୌଣସି ଗଣନା କରିବା ପ୍ରକ୍ରିୟା ସରଳ ନୁହେଁ ବୋଲି କିଛିଦିନ ପୂର୍ବରୁ ସରକାରୀ କାର୍ଯ୍ୟାଳୟରେ ଆଲୋଚନା ହୋଇଥିଲା। ଯାହା କୌଣସି ସୁବିଧା ଦେବା ପାଇଁ ଯୋଜନା ଅନୁଯାୟୀ ସରକାରୀ କର୍ମଚାରୀମାନଙ୍କୁ ଦାୟିତ୍ୱ ଦିଆଯାଉଛି, ସେଥିରେ ଅନେକ ତ୍ରୁଟି ରହିଯାଉଛି। ପ୍ରଶାସନିକ ଦକ୍ଷତା ବଢ଼ାଇବା ନାଁରେ ଯେଉଁ ନୂଆ ନିୟମ ଲାଗୁ କରାଯାଉଛି, ତାହା ସାଧାରଣ ଲୋକଙ୍କ ପାଇଁ ଦୁଇ ମୁନିଆ ଅସ୍ତ୍ର ପାଲଟିଛି। ଗୋଟିଏ ପଟେ ସେବା ପାଇବା ସହଜ ହେବ ବୋଲି ଦାବି କରାଯାଉଛି, ଅନ୍ୟ ପଟେ ଅନେକ କାଗଜପତ୍ର ଯୋଗାଡ଼ କରିବାକୁ ପଡ଼ୁଛି। ଏହି ଯୋଜନା ଆରମ୍ଭ ହେବାର କିଛି ମାସ ମଧ୍ୟରେ ହିଁ ହଜାର ହଜାର ଆବେଦନ ଅଟକି ରହିଛି। ଗରିବ ଓ ନିରକ୍ଷର ଲୋକମାନେ ଅଫିସକୁ ବାରମ୍ବାର ଧାଇଁବା ପାଇଁ ବାଧ୍ୟ ହେଉଛନ୍ତି। ଦଲାଲମାନଙ୍କ ଦୌରାତ୍ମ୍ୟ ବଢ଼ିଛି। ଏହି ସ୍ଥିତିରେ ସରକାର ନିଜ ନୀତିକୁ ପୁନର୍ବିଚାର କରିବା ଦରକାର। କାର୍ଯ୍ୟକ୍ଷମତା ଓ ସ୍ୱଚ୍ଛତା ମଧ୍ୟରେ ସନ୍ତୁଳନ ରକ୍ଷା କରିବା ଜରୁରୀ। ଡିଜିଟାଲ ବ୍ୟବସ୍ଥା ଯେତେ ଭଲ ହେଉ ନା କାହିଁକି, ଭୂମିସ୍ତରରେ ଇଣ୍ଟରନେଟ ଓ ପ୍ରଶିକ୍ଷିତ କର୍ମଚାରୀଙ୍କ ଅଭାବ ରହିଛି। ପଞ୍ଚାୟତ ସ୍ତରରେ ସେବା କେନ୍ଦ୍ର ଖୋଲାଗଲେ ଲୋକଙ୍କ ସମସ୍ୟା କିଛି ମାତ୍ରାରେ କମିପାରନ୍ତା। ଏଣୁ ସରକାରଙ୍କୁ ଏଥିପ୍ରତି ତୁରନ୍ତ ଦୃଷ୍ଟି ଦେବାକୁ ହେବ। ନିୟମ ଲୋକଙ୍କ ସୁବିଧା ପାଇଁ, ଅସୁବିଧା ପାଇଁ ନୁହେଁ। bbox=[316, 213, 732, 406]
sudoku-cell[interactable] bbox=[1266, 1854, 1295, 1883]
sudoku-cell: 4 bbox=[1238, 1854, 1266, 1883]
sudoku-solution-cell: 9 bbox=[1351, 2143, 1364, 2154]
sudoku-solution-grid bbox=[1350, 2096, 1463, 2200]
sudoku-cell: 1 bbox=[1266, 1826, 1295, 1854]
sudoku-solution-cell: 1 bbox=[1351, 2109, 1364, 2120]
contact-email-advt-alt[interactable]: :miku11@yahoo.com (Use only for bbox=[1233, 1443, 1437, 1455]
sudoku-cell: 6 bbox=[1266, 2024, 1295, 2053]
sudoku-row bbox=[1209, 1826, 1464, 1854]
sudoku-solution-cell: 1 bbox=[1376, 2188, 1389, 2200]
contact-line: କେବଳ ସମ୍ପାଦକୀୟ ପାଇଁ ଇ-ମେଲ ବ୍ୟବହାର କରନ୍ତୁ : bbox=[1211, 1334, 1459, 1348]
anniv-label: ପଚିଶ ବର୍ଷ bbox=[1221, 1487, 1301, 1511]
sudoku-cell[interactable] bbox=[1209, 1939, 1238, 1968]
sudoku-solution-cell: 9 bbox=[1401, 2165, 1413, 2177]
sudoku-cell[interactable] bbox=[1294, 1797, 1323, 1826]
divider-right bbox=[1168, 0, 1169, 2341]
sudoku-cell[interactable] bbox=[1323, 1967, 1351, 1996]
sudoku-cell: 8 bbox=[1408, 1996, 1436, 2024]
sudoku-solution-cell: 7 bbox=[1413, 2177, 1426, 2188]
sudoku-cell[interactable] bbox=[1294, 2024, 1323, 2053]
sudoku-solution-cell: 2 bbox=[1450, 2177, 1463, 2188]
editorial1-bottom-rule bbox=[316, 780, 1156, 781]
sudoku-cell[interactable] bbox=[1209, 2024, 1238, 2053]
contact-email-advt[interactable]: E-mail:advt@dharitri.com bbox=[1252, 1424, 1418, 1438]
editorial2-col-divider bbox=[738, 914, 739, 1502]
sudoku-solution-cell: 2 bbox=[1364, 2120, 1376, 2132]
sudoku-solution-cell: 9 bbox=[1450, 2109, 1463, 2120]
diary-headline bbox=[4, 736, 304, 784]
sudoku-cell: 1 bbox=[1323, 2024, 1351, 2053]
sudoku-solution-cell: 8 bbox=[1438, 2154, 1450, 2166]
sudoku-cell: 6 bbox=[1379, 1797, 1408, 1826]
sudoku-credit: © Puzzles by Pappocom bbox=[1189, 1759, 1298, 1769]
sudoku-solution-cell: 7 bbox=[1351, 2120, 1364, 2132]
divider-left bbox=[309, 0, 310, 1518]
sudoku-cell[interactable] bbox=[1209, 1911, 1238, 1939]
diary-title-bar bbox=[3, 633, 163, 677]
sudoku-solution-cell: 9 bbox=[1376, 2120, 1389, 2132]
diary-byline: -ମଲ୍ଲିକ ଦୁଲାଲ ମହାନ୍ତ bbox=[185, 1492, 302, 1506]
sudoku-row bbox=[1351, 2165, 1462, 2177]
sudoku-solution-cell: 1 bbox=[1450, 2165, 1463, 2177]
sudoku-solution-cell: 5 bbox=[1450, 2143, 1463, 2154]
letter2-sign: -ଅଜିତ କୁମାର ବେହେରା, ଅଧଙ୍ଗ, ଜଗତ୍‌ସିଂହପୁର bbox=[1297, 768, 1492, 780]
star-emblem-icon bbox=[1083, 17, 1143, 77]
envelope-icon bbox=[1183, 204, 1219, 228]
sudoku-cell[interactable] bbox=[1266, 1911, 1295, 1939]
sudoku-cell: 7 bbox=[1379, 1826, 1408, 1854]
district-diary-box bbox=[2, 632, 302, 724]
sudoku-row bbox=[1209, 1797, 1464, 1826]
sudoku-solution-cell: 3 bbox=[1425, 2154, 1438, 2166]
bottom-col2 bbox=[340, 1614, 750, 2334]
sudoku-cell: 4 bbox=[1323, 1797, 1351, 1826]
poem-line: ମୋ କରୁଣ ଗାଥା ତେବେ କହିଯିବି bbox=[1187, 97, 1340, 112]
poem-line: ଜଗତ ତୃଷ୍ଣାରେ ହେଉ ଅଭିଯାନ bbox=[1187, 59, 1338, 74]
sudoku-solution-cell: 3 bbox=[1401, 2120, 1413, 2132]
bottom-col3-text: ପ୍ରାଥମିକ ସ୍ତରରେ ଭଲ ମୂଳଦୁଆ ପଡ଼ିଲେ ହିଁ ଉଚ୍ଚଶିକ୍ଷାରେ ପିଲାମାନେ ସଫଳ ହୋଇପାରିବେ। ଏଥିପାଇଁ ପ୍ରାଥମିକ ଶିକ୍ଷକମାନଙ୍କୁ ଉଚିତ ପ୍ରଶିକ୍ଷଣ ଓ ସମ୍ମାନ ଦେବା ଦରକାର। ଶିକ୍ଷକ ନିଯୁକ୍ତିରେ ସ୍ୱଚ୍ଛତା ରହିବା ଆବଶ୍ୟକ। ଗ୍ରାମାଞ୍ଚଳରେ ସ୍କୁଲ ଛାଡ଼ୁଥିବା ପିଲାଙ୍କ ସଂଖ୍ୟା କମାଇବା ପାଇଁ ମଧ୍ୟାହ୍ନ ଭୋଜନ ଭଳି ଯୋଜନା ସହାୟକ ହୋଇଛି। କିନ୍ତୁ ଗୁଣାତ୍ମକ ଶିକ୍ଷା ନିଶ୍ଚିତ କରିବା ଏବେ ବି ଏକ ବଡ଼ ଆହ୍ୱାନ। ଡିଜିଟାଲ ଶିକ୍ଷାର ସୁବିଧା ସମସ୍ତ ପିଲାଙ୍କ ପାଖରେ ପହଞ୍ଚିବା ଦରକାର। ସମାଜର ସମସ୍ତ ବର୍ଗ ଏକଜୁଟ ହୋଇ ଶିକ୍ଷାର ମାନ ବୃଦ୍ଧି ପାଇଁ ଉଦ୍ୟମ କଲେ ହିଁ ଆମ ପିଲାମାନଙ୍କ ଭବିଷ୍ୟତ ଉଜ୍ଜ୍ୱଳ ହେବ। ଆଜିର ପିଲା କାଲିର ନାଗରିକ। ସେମାନଙ୍କୁ ସଠିକ୍ ଶିକ୍ଷା ଦେବା ଆମ ସମସ୍ତଙ୍କ ଦାୟିତ୍ୱ। ପାଠପଢ଼ା ଯେପରି ଆନନ୍ଦଦାୟକ ହେବ, ସେଥିପାଇଁ ସମସ୍ତେ ଚିନ୍ତା କରିବା ଦରକାର। bbox=[762, 1615, 1162, 1748]
sudoku-cell[interactable] bbox=[1266, 1967, 1295, 1996]
sudoku-solution-cell: 5 bbox=[1351, 2131, 1364, 2143]
sudoku-cell[interactable] bbox=[1323, 1996, 1351, 2024]
contact-email-editor[interactable]: E-mail:dharitripress@gmail.com bbox=[1231, 1352, 1439, 1366]
sudoku-cell[interactable] bbox=[1294, 1911, 1323, 1939]
anniversary-banner bbox=[1176, 1480, 1494, 1546]
sudoku-solution-cell: 1 bbox=[1401, 2177, 1413, 2188]
sudoku-row bbox=[1209, 1854, 1464, 1883]
sudoku-cell: 6 bbox=[1294, 1826, 1323, 1854]
sudoku-solution-cell: 6 bbox=[1401, 2131, 1413, 2143]
sudoku-solution-cell: 2 bbox=[1438, 2097, 1450, 2109]
sudoku-solution-cell: 1 bbox=[1364, 2154, 1376, 2166]
sudoku-solution-cell: 2 bbox=[1425, 2143, 1438, 2154]
sudoku-row bbox=[1209, 1882, 1464, 1911]
sudoku-cell[interactable] bbox=[1351, 1797, 1380, 1826]
sudoku-solution-cell: 4 bbox=[1401, 2154, 1413, 2166]
contact-line: ପାଠକ ବିଚାରକୁ ଭଲ ଉତ୍ସାହିତ ବ୍ୟବହାରିକ ଠିକଣା: bbox=[1221, 1280, 1449, 1294]
sudoku-row bbox=[1209, 1911, 1464, 1939]
sudoku-solution-cell: 4 bbox=[1413, 2165, 1426, 2177]
poem-line: ଏ ଜଗତରେ ନାହିଁ ମୃତ୍ୟୁ ନାହିଁ, bbox=[1227, 78, 1362, 93]
sudoku-cell[interactable] bbox=[1238, 1826, 1266, 1854]
anniv-item: • କେନ୍ଦ୍ରରେ ଏକ ପୂର୍ଣ୍ଣାଙ୍ଗ ଜଳ ସମ୍ପଦ ବିଭାଗ ଗଠନ ହେବ। bbox=[1178, 1583, 1439, 1596]
sudoku-solution-cell: 8 bbox=[1413, 2109, 1426, 2120]
diary-article bbox=[4, 790, 302, 1490]
chirantani-poem bbox=[1187, 57, 1487, 133]
sudoku-solution-cell: 7 bbox=[1425, 2165, 1438, 2177]
sudoku-solution-cell: 8 bbox=[1364, 2131, 1376, 2143]
sudoku-solution-cell: 1 bbox=[1425, 2097, 1438, 2109]
